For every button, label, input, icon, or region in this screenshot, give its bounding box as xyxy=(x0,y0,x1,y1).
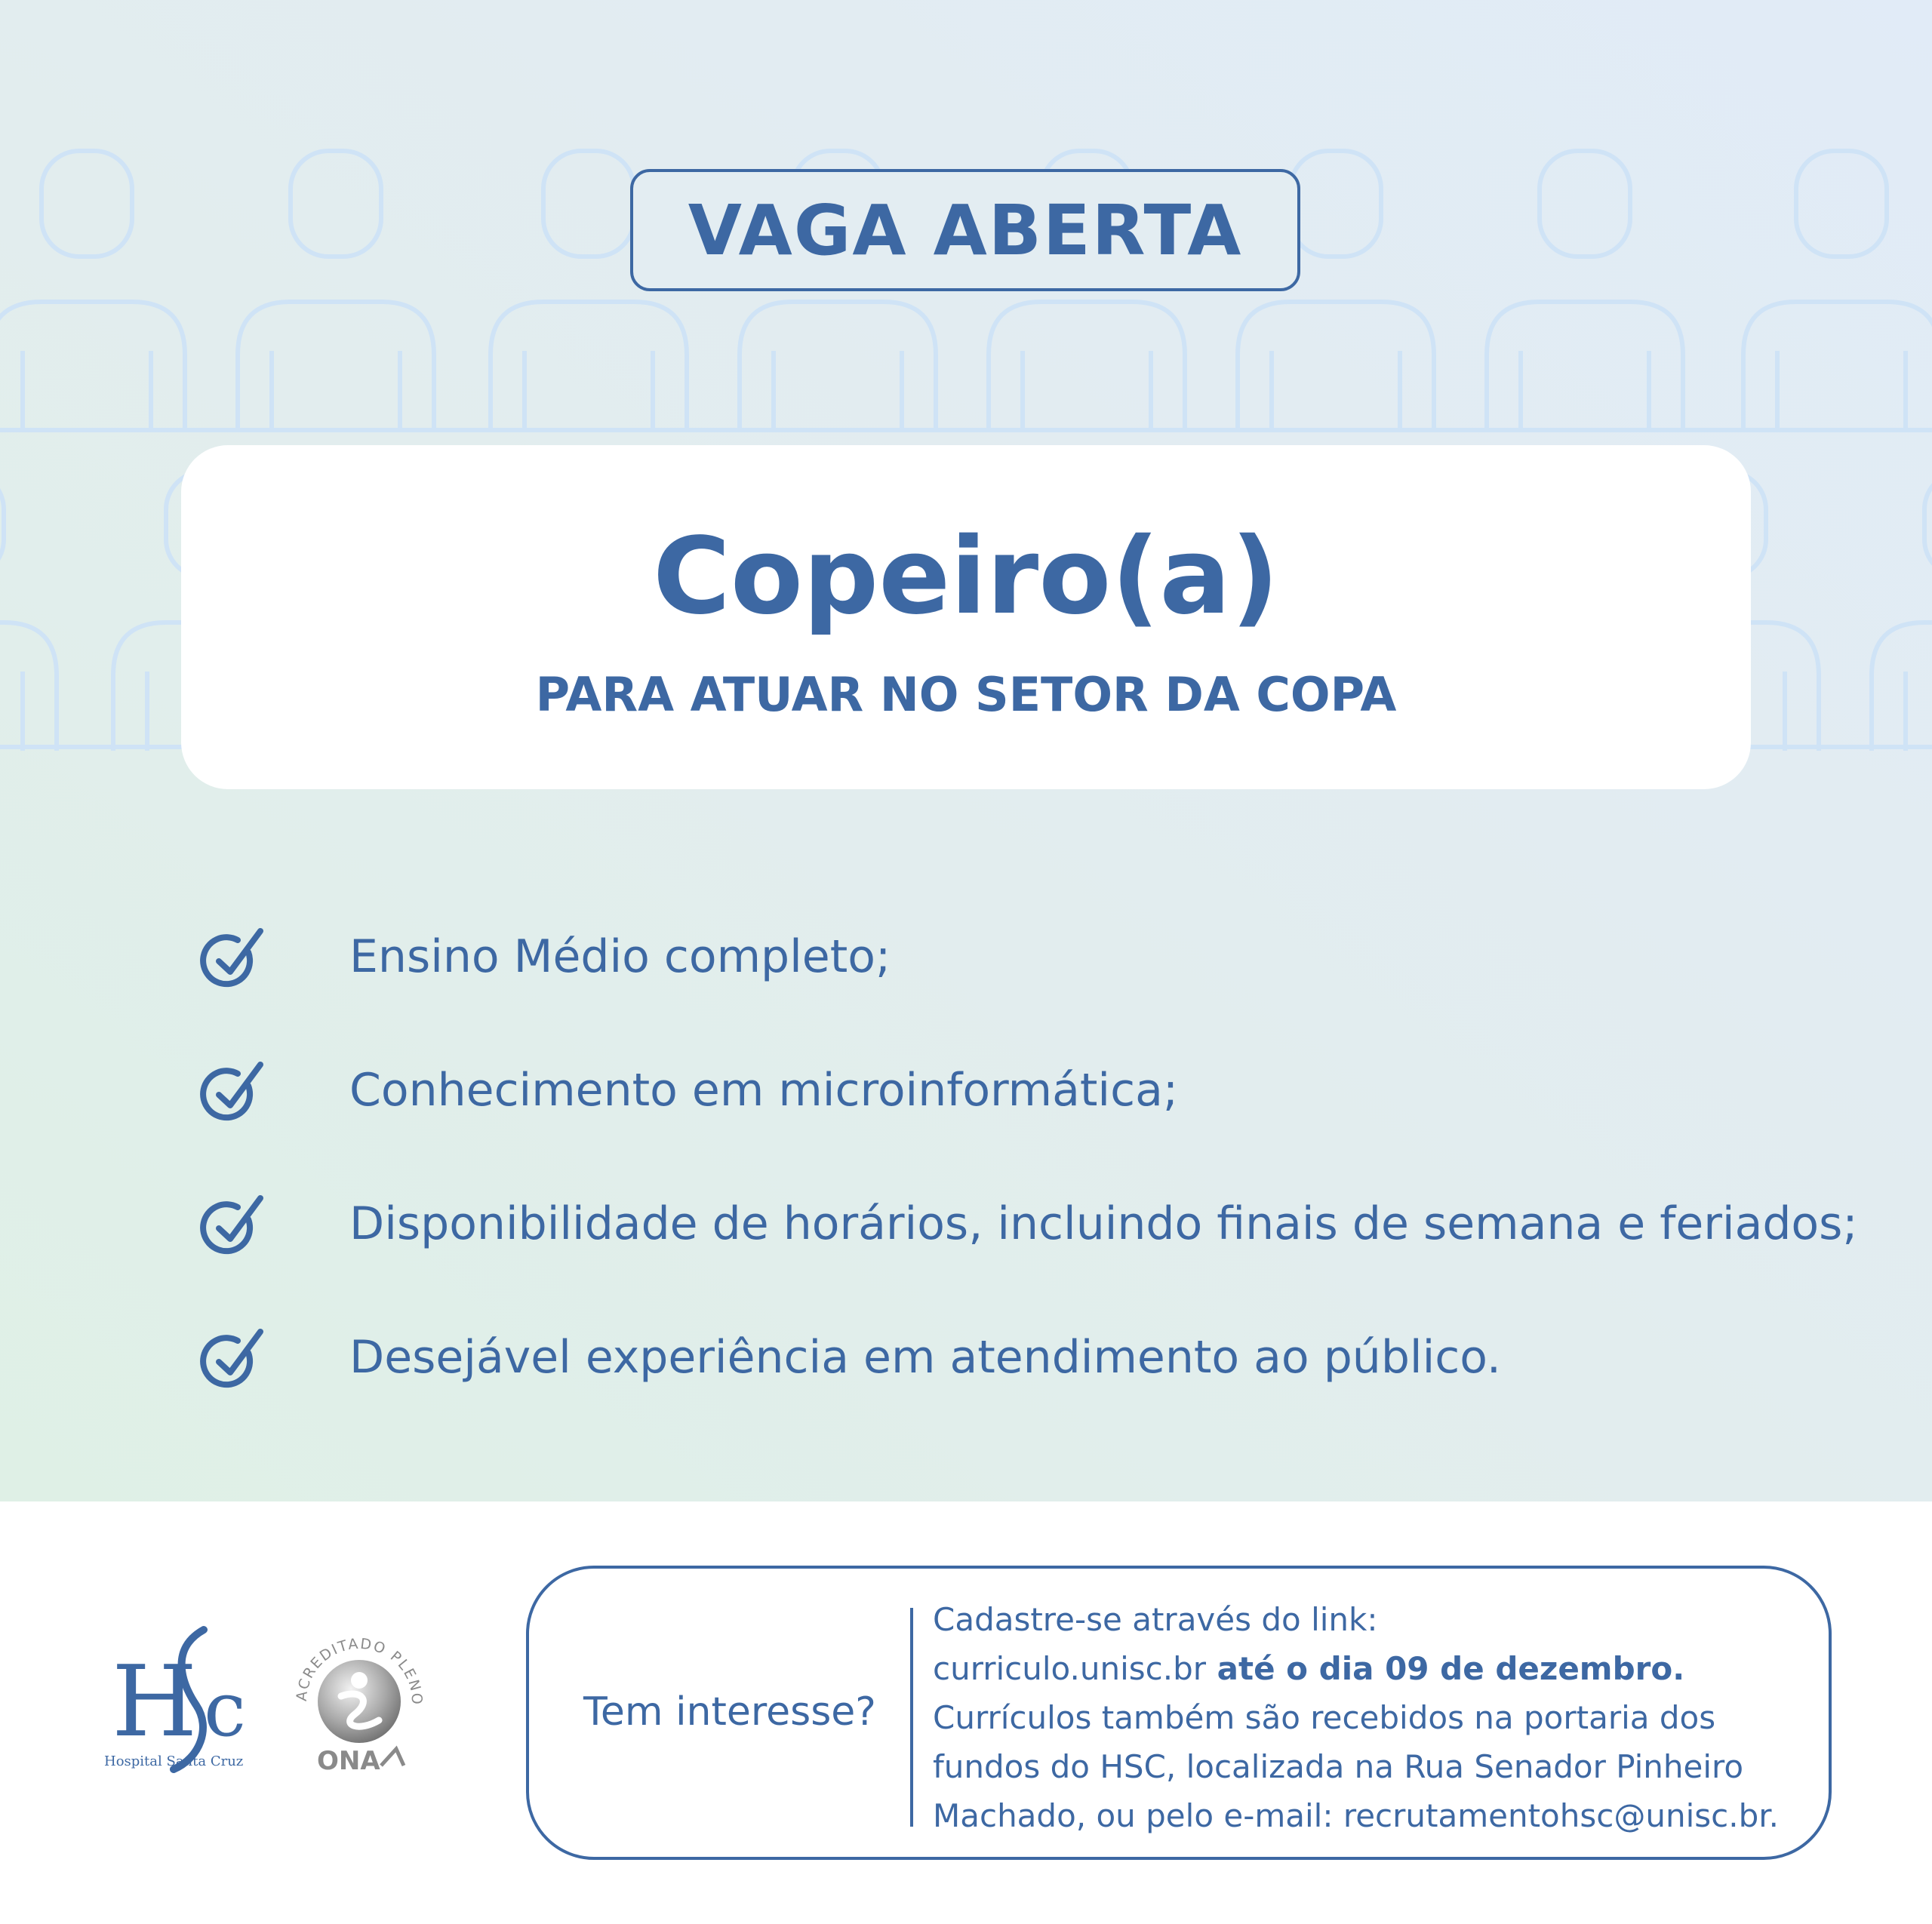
ona-accreditation-seal xyxy=(294,1636,426,1776)
badge-label: VAGA ABERTA xyxy=(688,189,1243,271)
contact-box xyxy=(526,1566,1832,1860)
requirement-item xyxy=(200,1057,1178,1123)
contact-line: fundos do HSC, localizada na Rua Senador Pinheiro xyxy=(933,1748,1744,1785)
requirement-item xyxy=(200,1191,1858,1257)
job-title-card xyxy=(181,445,1751,789)
contact-line: Cadastre-se através do link: xyxy=(933,1601,1378,1638)
svg-text:ONA: ONA xyxy=(317,1746,380,1776)
contact-info xyxy=(933,1595,1816,1840)
footer-logos xyxy=(98,1607,453,1781)
job-title: Copeiro(a) xyxy=(653,515,1279,638)
interest-question: Tem interesse? xyxy=(583,1689,876,1735)
svg-text:ACREDITADO PLENO: ACREDITADO PLENO xyxy=(293,1635,426,1707)
job-subtitle: PARA ATUAR NO SETOR DA COPA xyxy=(535,667,1397,722)
check-circle-icon xyxy=(200,1191,266,1257)
requirement-text: Desejável experiência em atendimento ao público. xyxy=(349,1331,1501,1384)
contact-line: Machado, ou pelo e-mail: recrutamentohsc@unisc.br. xyxy=(933,1797,1779,1834)
check-circle-icon xyxy=(200,1057,266,1123)
deadline-text: até o dia 09 de dezembro. xyxy=(1206,1650,1685,1687)
application-link[interactable]: curriculo.unisc.br xyxy=(933,1650,1207,1687)
requirement-item xyxy=(200,1324,1501,1391)
svg-text:c: c xyxy=(204,1665,247,1753)
check-circle-icon xyxy=(200,924,266,990)
requirement-text: Disponibilidade de horários, incluindo finais de semana e feriados; xyxy=(349,1197,1858,1250)
svg-text:Hospital Santa Cruz: Hospital Santa Cruz xyxy=(104,1753,244,1769)
requirement-text: Conhecimento em microinformática; xyxy=(349,1064,1179,1117)
svg-text:H: H xyxy=(112,1644,198,1759)
contact-line xyxy=(933,1644,1816,1693)
requirement-text: Ensino Médio completo; xyxy=(349,930,891,983)
contact-divider xyxy=(910,1608,913,1827)
check-circle-icon xyxy=(200,1324,266,1391)
open-position-badge xyxy=(630,169,1300,291)
contact-line: Currículos também são recebidos na portaria dos xyxy=(933,1699,1716,1736)
requirement-item xyxy=(200,924,891,990)
hsc-logo xyxy=(104,1630,246,1769)
